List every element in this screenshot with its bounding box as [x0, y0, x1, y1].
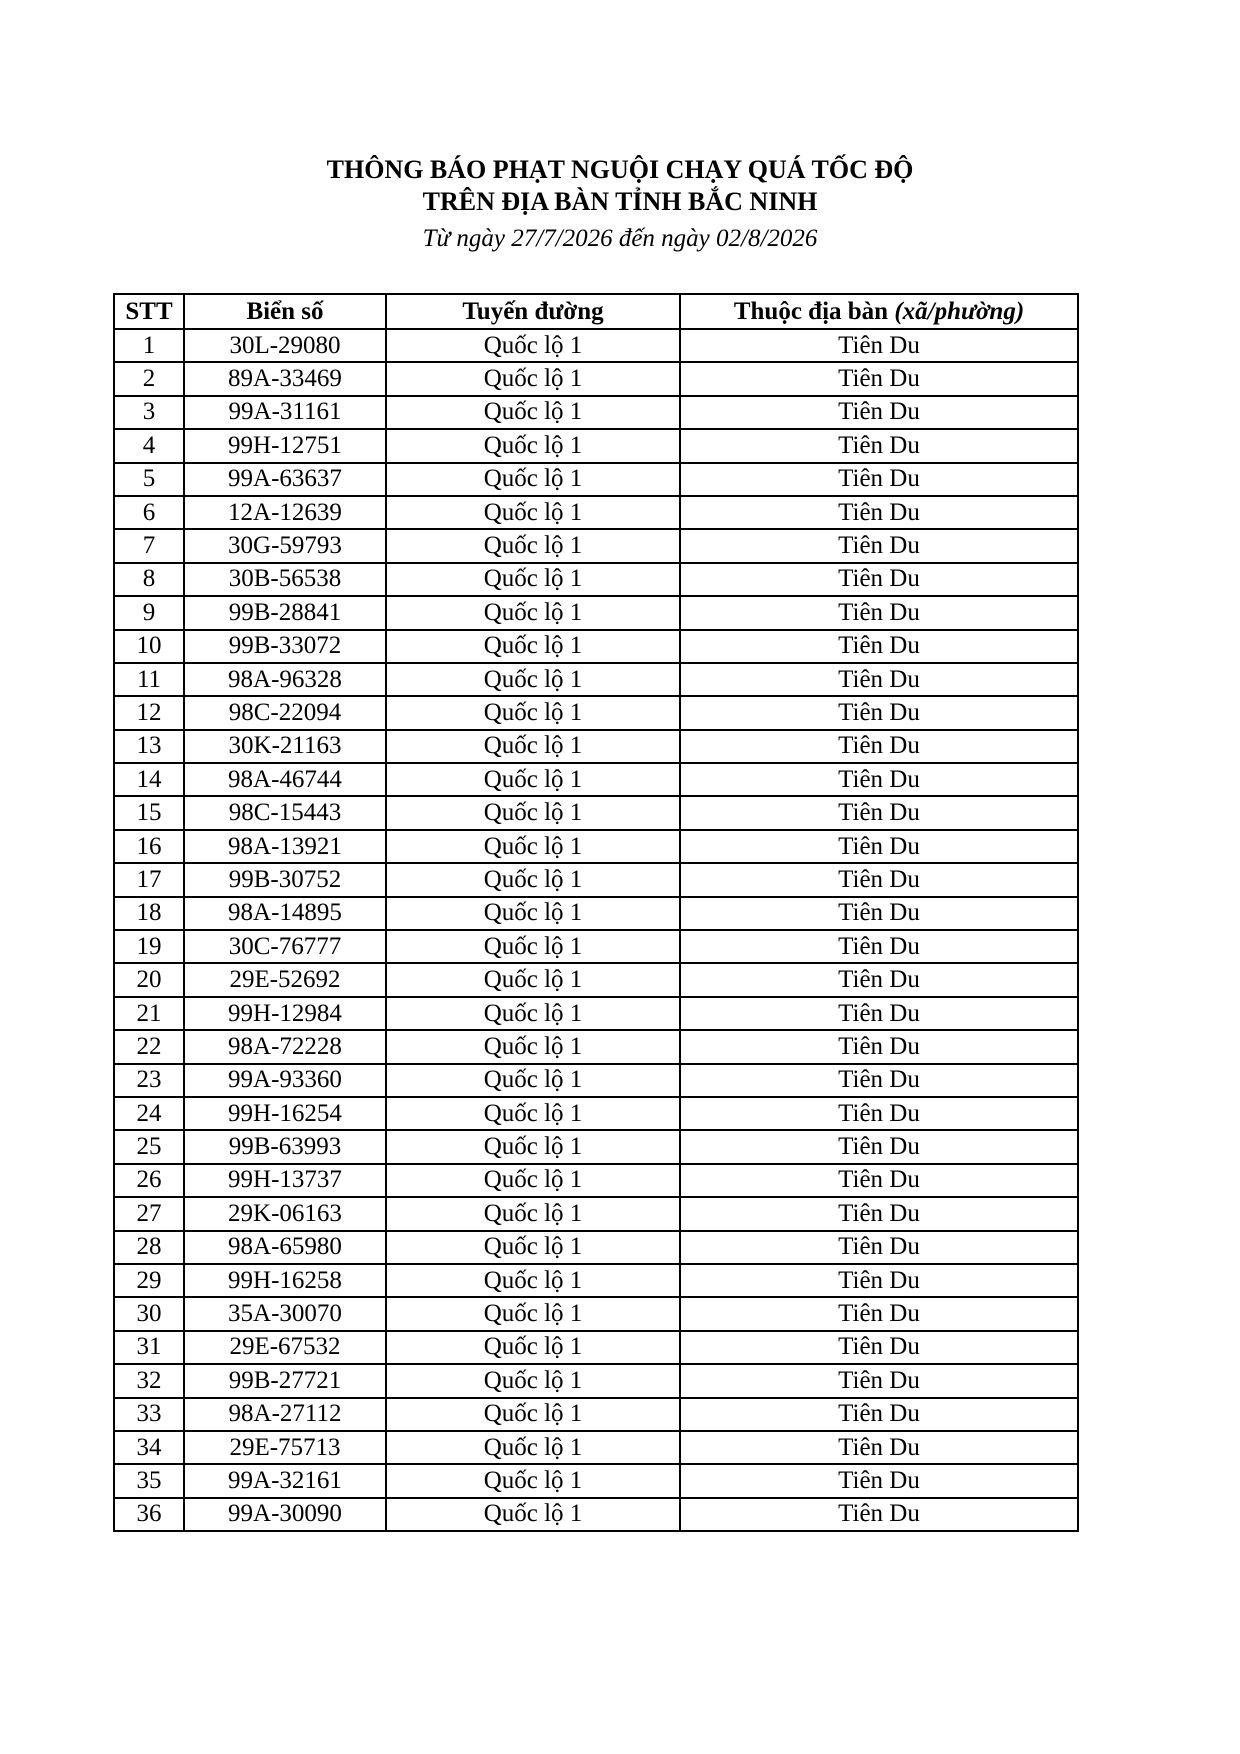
cell-plate: 30L-29080 [184, 329, 386, 362]
cell-stt: 18 [114, 897, 184, 930]
cell-stt: 9 [114, 596, 184, 629]
cell-plate: 99B-63993 [184, 1130, 386, 1163]
table-row [114, 463, 1078, 496]
table-row [114, 963, 1078, 996]
table-row [114, 1064, 1078, 1097]
cell-road: Quốc lộ 1 [386, 1464, 680, 1497]
table-row [114, 730, 1078, 763]
cell-area: Tiên Du [680, 1331, 1078, 1364]
cell-stt: 35 [114, 1464, 184, 1497]
cell-road: Quốc lộ 1 [386, 1231, 680, 1264]
table-row [114, 1264, 1078, 1297]
cell-stt: 29 [114, 1264, 184, 1297]
cell-plate: 99H-16254 [184, 1097, 386, 1130]
table-row [114, 897, 1078, 930]
cell-plate: 98C-22094 [184, 696, 386, 729]
cell-stt: 28 [114, 1231, 184, 1264]
cell-road: Quốc lộ 1 [386, 663, 680, 696]
document-title: THÔNG BÁO PHẠT NGUỘI CHẠY QUÁ TỐC ĐỘ [326, 155, 914, 184]
cell-area: Tiên Du [680, 529, 1078, 562]
cell-road: Quốc lộ 1 [386, 329, 680, 362]
table-row [114, 1464, 1078, 1497]
table-row [114, 997, 1078, 1030]
cell-road: Quốc lộ 1 [386, 763, 680, 796]
table-row [114, 1231, 1078, 1264]
cell-area: Tiên Du [680, 463, 1078, 496]
cell-area: Tiên Du [680, 1197, 1078, 1230]
cell-area: Tiên Du [680, 429, 1078, 462]
cell-stt: 16 [114, 830, 184, 863]
table-row [114, 496, 1078, 529]
cell-plate: 99H-16258 [184, 1264, 386, 1297]
table-row [114, 1364, 1078, 1397]
table-row [114, 930, 1078, 963]
cell-plate: 98C-15443 [184, 796, 386, 829]
cell-area: Tiên Du [680, 897, 1078, 930]
cell-plate: 29K-06163 [184, 1197, 386, 1230]
cell-stt: 2 [114, 362, 184, 395]
table-row [114, 1164, 1078, 1197]
cell-area: Tiên Du [680, 496, 1078, 529]
date-range: Từ ngày 27/7/2026 đến ngày 02/8/2026 [422, 225, 818, 252]
document-subtitle: TRÊN ĐỊA BÀN TỈNH BẮC NINH [422, 187, 818, 216]
table-row [114, 563, 1078, 596]
cell-stt: 25 [114, 1130, 184, 1163]
cell-road: Quốc lộ 1 [386, 1164, 680, 1197]
cell-area: Tiên Du [680, 1431, 1078, 1464]
cell-road: Quốc lộ 1 [386, 1398, 680, 1431]
cell-area: Tiên Du [680, 730, 1078, 763]
header-area-sub: (xã/phường) [894, 297, 1025, 325]
cell-road: Quốc lộ 1 [386, 863, 680, 896]
table-row [114, 863, 1078, 896]
cell-road: Quốc lộ 1 [386, 396, 680, 429]
cell-road: Quốc lộ 1 [386, 1130, 680, 1163]
table-row [114, 596, 1078, 629]
cell-road: Quốc lộ 1 [386, 1064, 680, 1097]
table-row [114, 1431, 1078, 1464]
cell-road: Quốc lộ 1 [386, 362, 680, 395]
table-row [114, 830, 1078, 863]
cell-stt: 7 [114, 529, 184, 562]
table-row [114, 362, 1078, 395]
cell-stt: 19 [114, 930, 184, 963]
cell-stt: 11 [114, 663, 184, 696]
table-body [114, 329, 1078, 1531]
table-row [114, 529, 1078, 562]
cell-stt: 36 [114, 1498, 184, 1531]
table-row [114, 630, 1078, 663]
cell-road: Quốc lộ 1 [386, 563, 680, 596]
cell-road: Quốc lộ 1 [386, 1264, 680, 1297]
cell-area: Tiên Du [680, 329, 1078, 362]
cell-road: Quốc lộ 1 [386, 529, 680, 562]
cell-area: Tiên Du [680, 663, 1078, 696]
cell-road: Quốc lộ 1 [386, 1431, 680, 1464]
cell-plate: 98A-13921 [184, 830, 386, 863]
cell-road: Quốc lộ 1 [386, 963, 680, 996]
table-header [114, 294, 1078, 329]
cell-stt: 31 [114, 1331, 184, 1364]
cell-stt: 5 [114, 463, 184, 496]
cell-plate: 98A-65980 [184, 1231, 386, 1264]
cell-road: Quốc lộ 1 [386, 1331, 680, 1364]
cell-stt: 27 [114, 1197, 184, 1230]
cell-plate: 98A-14895 [184, 897, 386, 930]
cell-area: Tiên Du [680, 1164, 1078, 1197]
table-row [114, 1097, 1078, 1130]
table-row [114, 1498, 1078, 1531]
table-row [114, 1030, 1078, 1063]
cell-road: Quốc lộ 1 [386, 1097, 680, 1130]
cell-plate: 98A-46744 [184, 763, 386, 796]
cell-stt: 22 [114, 1030, 184, 1063]
cell-area: Tiên Du [680, 362, 1078, 395]
cell-road: Quốc lộ 1 [386, 796, 680, 829]
table-row [114, 696, 1078, 729]
cell-area: Tiên Du [680, 863, 1078, 896]
cell-area: Tiên Du [680, 1464, 1078, 1497]
cell-plate: 98A-72228 [184, 1030, 386, 1063]
cell-plate: 29E-52692 [184, 963, 386, 996]
table-row [114, 429, 1078, 462]
cell-area: Tiên Du [680, 1030, 1078, 1063]
cell-plate: 89A-33469 [184, 362, 386, 395]
cell-road: Quốc lộ 1 [386, 596, 680, 629]
cell-road: Quốc lộ 1 [386, 997, 680, 1030]
cell-plate: 30G-59793 [184, 529, 386, 562]
cell-stt: 10 [114, 630, 184, 663]
cell-stt: 33 [114, 1398, 184, 1431]
cell-plate: 29E-75713 [184, 1431, 386, 1464]
cell-plate: 99H-13737 [184, 1164, 386, 1197]
cell-plate: 30B-56538 [184, 563, 386, 596]
cell-area: Tiên Du [680, 396, 1078, 429]
cell-road: Quốc lộ 1 [386, 930, 680, 963]
cell-area: Tiên Du [680, 796, 1078, 829]
header-area-main: Thuộc địa bàn [733, 297, 895, 325]
cell-road: Quốc lộ 1 [386, 830, 680, 863]
cell-stt: 32 [114, 1364, 184, 1397]
cell-stt: 15 [114, 796, 184, 829]
cell-stt: 24 [114, 1097, 184, 1130]
cell-plate: 99B-30752 [184, 863, 386, 896]
cell-plate: 99A-30090 [184, 1498, 386, 1531]
cell-area: Tiên Du [680, 763, 1078, 796]
cell-area: Tiên Du [680, 1097, 1078, 1130]
cell-stt: 21 [114, 997, 184, 1030]
cell-stt: 8 [114, 563, 184, 596]
cell-plate: 35A-30070 [184, 1297, 386, 1330]
cell-stt: 30 [114, 1297, 184, 1330]
table-row [114, 663, 1078, 696]
cell-area: Tiên Du [680, 1064, 1078, 1097]
cell-road: Quốc lộ 1 [386, 696, 680, 729]
violations-table [113, 293, 1079, 1532]
cell-area: Tiên Du [680, 1297, 1078, 1330]
cell-plate: 29E-67532 [184, 1331, 386, 1364]
table-row [114, 763, 1078, 796]
cell-road: Quốc lộ 1 [386, 630, 680, 663]
cell-stt: 34 [114, 1431, 184, 1464]
cell-road: Quốc lộ 1 [386, 463, 680, 496]
cell-area: Tiên Du [680, 1364, 1078, 1397]
cell-area: Tiên Du [680, 696, 1078, 729]
cell-road: Quốc lộ 1 [386, 1197, 680, 1230]
table-row [114, 1130, 1078, 1163]
cell-plate: 99H-12751 [184, 429, 386, 462]
cell-area: Tiên Du [680, 997, 1078, 1030]
cell-plate: 99A-63637 [184, 463, 386, 496]
cell-stt: 20 [114, 963, 184, 996]
cell-road: Quốc lộ 1 [386, 1498, 680, 1531]
cell-plate: 99B-33072 [184, 630, 386, 663]
header-road: Tuyến đường [386, 294, 680, 329]
cell-stt: 14 [114, 763, 184, 796]
table-row [114, 1331, 1078, 1364]
header-area [680, 294, 1078, 329]
cell-plate: 30K-21163 [184, 730, 386, 763]
cell-road: Quốc lộ 1 [386, 897, 680, 930]
cell-road: Quốc lộ 1 [386, 1030, 680, 1063]
cell-stt: 26 [114, 1164, 184, 1197]
table-row [114, 1197, 1078, 1230]
cell-stt: 12 [114, 696, 184, 729]
cell-stt: 6 [114, 496, 184, 529]
cell-road: Quốc lộ 1 [386, 1364, 680, 1397]
cell-area: Tiên Du [680, 930, 1078, 963]
cell-road: Quốc lộ 1 [386, 496, 680, 529]
cell-area: Tiên Du [680, 1264, 1078, 1297]
cell-stt: 1 [114, 329, 184, 362]
header-row [114, 294, 1078, 329]
table-row [114, 329, 1078, 362]
cell-plate: 99B-27721 [184, 1364, 386, 1397]
cell-road: Quốc lộ 1 [386, 429, 680, 462]
cell-area: Tiên Du [680, 563, 1078, 596]
header-stt: STT [114, 294, 184, 329]
header-plate: Biển số [184, 294, 386, 329]
cell-area: Tiên Du [680, 1398, 1078, 1431]
table-row [114, 1398, 1078, 1431]
cell-road: Quốc lộ 1 [386, 730, 680, 763]
cell-plate: 99B-28841 [184, 596, 386, 629]
cell-area: Tiên Du [680, 963, 1078, 996]
cell-plate: 98A-96328 [184, 663, 386, 696]
cell-stt: 4 [114, 429, 184, 462]
cell-plate: 99A-31161 [184, 396, 386, 429]
cell-stt: 17 [114, 863, 184, 896]
cell-stt: 13 [114, 730, 184, 763]
cell-stt: 3 [114, 396, 184, 429]
table-row [114, 396, 1078, 429]
table-row [114, 1297, 1078, 1330]
cell-plate: 30C-76777 [184, 930, 386, 963]
cell-plate: 99A-32161 [184, 1464, 386, 1497]
cell-plate: 98A-27112 [184, 1398, 386, 1431]
cell-area: Tiên Du [680, 630, 1078, 663]
cell-area: Tiên Du [680, 830, 1078, 863]
cell-area: Tiên Du [680, 596, 1078, 629]
cell-plate: 12A-12639 [184, 496, 386, 529]
cell-plate: 99H-12984 [184, 997, 386, 1030]
cell-area: Tiên Du [680, 1498, 1078, 1531]
cell-plate: 99A-93360 [184, 1064, 386, 1097]
cell-road: Quốc lộ 1 [386, 1297, 680, 1330]
cell-area: Tiên Du [680, 1130, 1078, 1163]
cell-area: Tiên Du [680, 1231, 1078, 1264]
table-row [114, 796, 1078, 829]
cell-stt: 23 [114, 1064, 184, 1097]
